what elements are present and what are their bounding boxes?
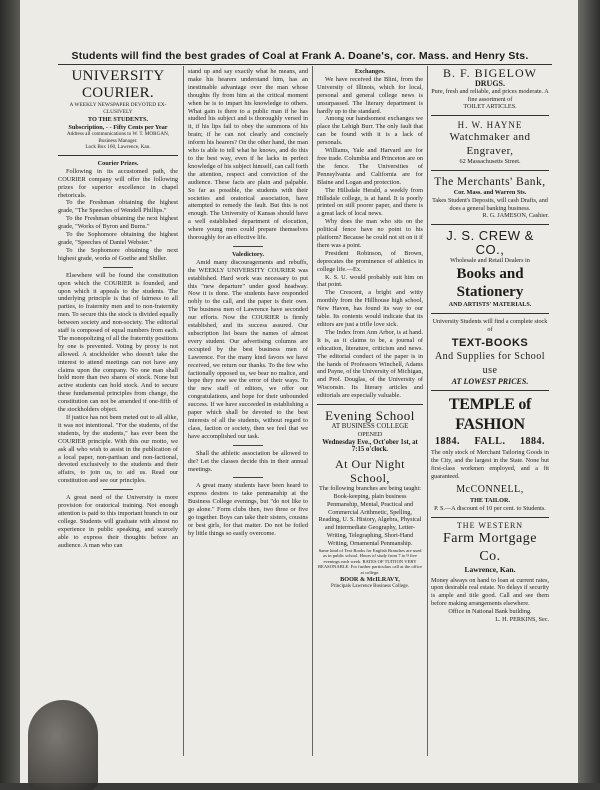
article-paragraph: The Index from Ann Arbor, is at hand. It is, as it claims to be, a journal of education, literature, criticism and news. The editorial conduct of the paper is in the hands of Professors Winchell, Adams and Payne, of the University of Michigan, and Prof. Douglas, of the University of Wisconsin. Its literary articles and editorials are especially valuable. xyxy=(317,328,423,400)
masthead-address: Address all communications to W. T. MORGAN, Business Manager. xyxy=(66,131,170,144)
headline-banner: Students will find the best grades of Coal at Frank A. Doane's, cor. Mass. and Henry Sts. xyxy=(71,50,529,62)
ad-rule xyxy=(317,404,423,405)
bank-address: Cor. Mass. and Warren Sts. xyxy=(453,188,527,196)
school-opened: OPENED xyxy=(357,430,383,438)
article-paragraph: Following in its accustomed path, the COURIER company will offer the following prizes for superior excellence in chapel rhetoricals. xyxy=(58,167,178,199)
exchanges-heading: Exchanges. xyxy=(354,68,386,75)
article-paragraph: Elsewhere will be found the constitution upon which the COURIER is founded, and upon which it appeals to the students. The underlying principle is that of fairness to all parties, to fraternity men and to non-fraternity men. To secure this the stock is divided equally between society and non-society. The editorial staff is composed of equal numbers from each. The monopolizing of all the fraternity positions by one is prevented. Voting by proxy is not allowed. A stockholder who doesn't take the interest to attend meetings can not have any claims upon the company. No one man shall hold more than two shares of stock. None but active students can hold stock. And to secure these fundamental principles from change, the constitution can not be amended if one-fifth of the stockholders object. xyxy=(58,271,178,414)
school-date: Wednesday Eve., Oct'ober 1st, at 7:15 o'clock. xyxy=(322,438,418,454)
temple-text: The only stock of Merchant Tailoring Goods in the City, and the largest in the State. None but first-class workmen employed, and a fit guaranteed. xyxy=(431,449,549,480)
article-paragraph: Williams, Yale and Harvard are for free trade. Columbia and Princeton are on the fence. The Universities of Pennsylvania and California are for Blaine and Logan and protection. xyxy=(317,147,423,186)
article-paragraph: A great many students have been heard to express desires to take penmanship at the Business College evenings, but "do not like to go alone." Form clubs then, two three or five go together. Boys can take their sisters, cousins or best girls, for that matter. Do not be foiled by little things so easily overcome. xyxy=(188,482,308,537)
bank-cashier: R. G. JAMESON, Cashier. xyxy=(482,212,549,220)
ad-rule xyxy=(431,224,549,225)
crew-supplies: And Supplies for School use xyxy=(434,351,546,377)
column-divider-3 xyxy=(427,66,428,756)
farm-text: Money always on hand to loan at current rates, upon desirable real estate. No delays if security is ample and title good. Call and see them before making arrangements elsewhere. xyxy=(431,576,549,607)
section-divider xyxy=(233,477,263,478)
temple-title: TEMPLE of FASHION xyxy=(448,396,532,434)
ad-rule xyxy=(431,115,549,116)
ad-rule xyxy=(431,170,549,171)
section-divider xyxy=(233,246,263,247)
article-paragraph: If justice has not been meted out to all alike, it was not intentional. "For the students, of the students, by the students," has ever been the COURIER principle. With this our motto, we ask all who wish to assist in the publication of a local paper, non-partisan and non-factional, devoted exclusively to the students and their affairs, to join us, to aid us. Read our constitution and see our principles. xyxy=(58,414,178,485)
article-paragraph: Why does the man who sits on the political fence have no point to his platform? Because he could not sit on it if there was a point. xyxy=(317,218,423,249)
article-paragraph: To the Freshman obtaining the next highest grade, "Works of Byron and Burns." xyxy=(58,215,178,231)
farm-name: Farm Mortgage Co. xyxy=(443,530,537,564)
article-paragraph: K. S. U. would probably suit him on that point. xyxy=(317,273,423,289)
temple-owner: McCONNELL, xyxy=(456,484,524,496)
temple-tailor: THE TAILOR. xyxy=(469,497,510,505)
school-signers: BOOR & McILRAVY, xyxy=(340,575,400,583)
school-principals: Principals Lawrence Business College. xyxy=(330,584,410,590)
temple-fall: FALL. xyxy=(474,436,506,448)
bigelow-text: Pure, fresh and reliable, and prices moderate. A fine assortment of xyxy=(431,87,549,103)
column-2 xyxy=(188,68,308,538)
bigelow-name: B. F. BIGELOW xyxy=(442,66,538,80)
article-paragraph: We have received the Blini, from the University of Illinois, which for local, personal and general college news is unsurpassed. The literary department is hardly up to the standard. xyxy=(317,75,423,115)
temple-year: 1884. xyxy=(435,436,460,448)
column-1 xyxy=(58,68,178,550)
ad-rule xyxy=(431,517,549,518)
article-paragraph: The Hillsdale Herald, a weekly from Hillsdale college, is at hand. It is poorly printed on still poorer paper, and there is a great lack of local news. xyxy=(317,186,423,218)
column-divider-1 xyxy=(183,66,184,756)
bank-text: Takes Student's Deposits, will cash Drafts, and does a general banking business. xyxy=(432,196,548,212)
crew-books: Books and Stationery xyxy=(456,265,524,300)
school-title: Evening School xyxy=(325,408,415,424)
temple-year: 1884. xyxy=(520,436,545,448)
article-paragraph: Among our handsomest exchanges we place the Lehigh Burr. The only fault that can be found with it is a lack of personals. xyxy=(317,115,423,147)
school-at: AT BUSINESS COLLEGE xyxy=(331,422,409,431)
article-paragraph: Amid many discouragements and rebuffs, the WEEKLY UNIVERSITY COURIER was established. Hard work was necessary to put this "new departure" under good headway. Now it is done. The students have responded nobly to the call, and the paper is their own. The business men of Lawrence have seconded our efforts. Now the COURIER is firmly established, and its success assured. Our subscription list bears the names of almost every student. Our advertising columns are occupied by the best business men of Lawrence. For the many kind favors we have received, we return our thanks. To the few who factionally opposed us, we bear no malice, and hope they now see the error of their ways. To the new staff of editors, we offer our congratulations, and hope for their unbounded success. If we have succeeded in establishing a paper which shall be devoted to the best interests of all the students, without regard to class, faction or society, then we feel that we have accomplished our task. xyxy=(188,258,308,440)
masthead-to: TO THE STUDENTS. xyxy=(87,115,149,123)
ad-rule xyxy=(431,313,549,314)
evening-school-ad xyxy=(317,409,423,591)
scanner-thumb-shadow xyxy=(28,700,98,790)
hayne-trade: Watchmaker and Engraver, xyxy=(449,131,531,158)
farm-city: Lawrence, Kan. xyxy=(464,564,516,574)
column-divider-2 xyxy=(312,66,313,756)
article-paragraph: To the Freshman obtaining the highest grade, "The Speeches of Wendell Phillips." xyxy=(58,199,178,215)
crew-prices: AT LOWEST PRICES. xyxy=(451,377,529,387)
bigelow-toilet: TOILET ARTICLES. xyxy=(463,103,517,111)
right-page-margin xyxy=(578,0,600,783)
farm-the: THE WESTERN xyxy=(456,520,524,530)
temple-season xyxy=(431,435,549,449)
masthead-subtitle: A WEEKLY NEWSPAPER DEVOTED EX-CLUSIVELY xyxy=(69,102,167,115)
article-paragraph: Shall the athletic association be allowed to die? Let the classes decide this in their annual meetings. xyxy=(188,449,308,473)
crew-sub: Wholesale and Retail Dealers in xyxy=(450,257,530,265)
masthead-subscription: Subscription, - - Fifty Cents per Year xyxy=(68,123,168,131)
bigelow-drugs: DRUGS. xyxy=(474,79,505,88)
crew-art: AND ARTISTS' MATERIALS. xyxy=(448,300,532,308)
article-paragraph: A great need of the University is more provision for oratorical training. Not enough attention is paid to this important branch in our college. Students will graduate with almost no experience in public speaking, and scarcely able to express their thoughts before an audience. A man who can xyxy=(58,494,178,549)
hayne-name: H. W. HAYNE xyxy=(457,120,523,131)
masthead-rule xyxy=(58,155,178,156)
temple-ps: P. S.—A discount of 10 per cent. to Students. xyxy=(434,505,546,513)
valedictory-heading: Valedictory. xyxy=(231,250,265,258)
hayne-address: 62 Massachusetts Street. xyxy=(459,158,521,166)
crew-text: University Students will find a complete stock of xyxy=(432,317,548,333)
article-paragraph: To the Sophomore obtaining the next highest grade, works of Goethe and Shiller. xyxy=(58,246,178,262)
article-paragraph: stand up and say exactly what he means, and make his hearers understand him, has an inestimable advantage over the man whose thoughts fly from him at the critical moment when he is to impart his knowledge to others. What gain is there to a public man if he has studied his subject and is thoroughly versed in it, if his lips fail to obey the summons of his brain; if he can not clearly and concisely inform his hearers? On the other hand, the man who is able to tell what he knows, and do this to the best way, even if he lacks in perfect knowledge of his subject himself, can call forth the attention, respect and conviction of the audience. These facts are plain and palpable. So far as possible, the students with their societies and oratorical association, have attempted to remedy the fault. But this is not enough. The University of Kansas should have a well established department of elocution, where young men could prepare themselves thoroughly for an effective life. xyxy=(188,68,308,242)
school-note: Same kind of Text Books for English Branches are used as in public school. Hours of study from 7 to 9 five evenings each week. RATES OF TUITION VERY REASONABLE. For further particulars call at the office at college. xyxy=(317,547,422,575)
school-branches: Book-keeping, plain business Penmanship, Mental, Practical and Commercial Arithmetic, Spelling, Reading, U. S. History, Algebra, Physical and Intermediate Geography, Letter-Writing, Telegraphing, Short-Hand Writing, Ornamental Penmanship. xyxy=(318,493,422,547)
section-divider xyxy=(233,445,263,446)
article-paragraph: To the Sophomore obtaining the highest grade, "Speeches of Daniel Webster." xyxy=(58,231,178,246)
column-4-ads xyxy=(431,66,549,623)
masthead-title: UNIVERSITY COURIER. xyxy=(71,68,165,101)
school-following: The following branches are being taught: xyxy=(319,485,421,493)
crew-name: J. S. CREW & CO., xyxy=(446,228,534,258)
headline-rule xyxy=(58,64,552,65)
courier-prizes-heading: Courier Prizes. xyxy=(97,159,139,167)
ad-rule xyxy=(431,390,549,391)
crew-textbooks: TEXT-BOOKS xyxy=(451,337,529,350)
left-page-margin xyxy=(0,0,20,783)
farm-secretary: L. H. PERKINS, Sec. xyxy=(495,615,549,623)
article-paragraph: The Crescent, a bright and witty monthly from the Hillhouse high school, New Haven, has found its way to our table. Its contents would indicate that its editors are just a trifle love sick. xyxy=(317,289,423,328)
bank-name: The Merchants' Bank, xyxy=(434,175,546,188)
section-divider xyxy=(103,267,133,268)
article-paragraph: President Robinson, of Brown, deprecates the prominence of athletics in college life.—Ex. xyxy=(317,249,423,273)
section-divider xyxy=(103,489,133,490)
column-3 xyxy=(317,68,423,591)
farm-office: Office in National Bank building. xyxy=(448,607,532,615)
school-at-our: At Our Night School, xyxy=(335,457,405,486)
masthead-box: Lock Box 160, Lawrence, Kan. xyxy=(85,144,151,151)
